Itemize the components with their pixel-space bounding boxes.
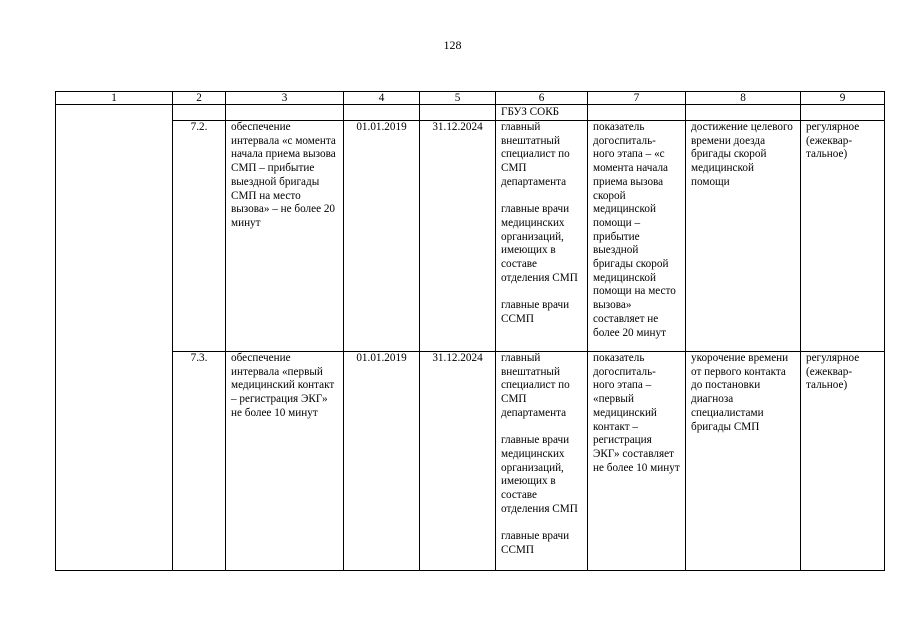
end-date-cell: 31.12.2024	[420, 352, 496, 571]
frequency-cell: регулярное (ежеквар- тальное)	[801, 352, 885, 571]
org-name-cell: ГБУЗ СОКБ	[496, 105, 588, 121]
header-cell-2: 2	[173, 92, 226, 105]
page-number: 128	[443, 38, 462, 52]
empty-cell	[173, 105, 226, 121]
end-date-cell: 31.12.2024	[420, 121, 496, 352]
start-date-cell: 01.01.2019	[344, 121, 420, 352]
activity-cell: обеспечение интервала «с момента начала приема вызова СМП – прибытие выездной бригады СМП на место вызова» – не более 20 минут	[226, 121, 344, 352]
empty-cell	[226, 105, 344, 121]
header-cell-6: 6	[496, 92, 588, 105]
result-cell: укорочение времени от первого контакта до постановки диагноза специалистами бригады СМП	[686, 352, 801, 571]
table-row	[56, 121, 885, 352]
header-cell-9: 9	[801, 92, 885, 105]
header-cell-4: 4	[344, 92, 420, 105]
header-cell-1: 1	[56, 92, 173, 105]
header-cell-5: 5	[420, 92, 496, 105]
empty-cell	[588, 105, 686, 121]
activity-cell: обеспечение интервала «первый медицинский контакт – регистрация ЭКГ» не более 10 минут	[226, 352, 344, 571]
item-number: 7.2.	[173, 121, 226, 352]
table-row	[56, 352, 885, 571]
result-cell: достижение целевого времени доезда бригады скорой медицинской помощи	[686, 121, 801, 352]
header-cell-7: 7	[588, 92, 686, 105]
item-number: 7.3.	[173, 352, 226, 571]
frequency-cell: регулярное (ежеквар- тальное)	[801, 121, 885, 352]
indicator-cell: показатель догоспиталь- ного этапа – «с момента начала приема вызова скорой медицинской помощи – прибытие выездной бригады скорой медицинской помощи на место вызова» составляет не более 20 минут	[588, 121, 686, 352]
responsible-cell: главный внештатный специалист по СМП департамента главные врачи медицинских организаций, имеющих в составе отделения СМП главные врачи ССМП	[496, 352, 588, 571]
empty-cell	[420, 105, 496, 121]
empty-cell	[344, 105, 420, 121]
empty-cell	[801, 105, 885, 121]
indicator-cell: показатель догоспиталь- ного этапа – «первый медицинский контакт – регистрация ЭКГ» составляет не более 10 минут	[588, 352, 686, 571]
section-cell	[56, 105, 173, 571]
header-cell-8: 8	[686, 92, 801, 105]
header-cell-3: 3	[226, 92, 344, 105]
org-row	[56, 105, 885, 121]
responsible-cell: главный внештатный специалист по СМП департамента главные врачи медицинских организаций, имеющих в составе отделения СМП главные врачи ССМП	[496, 121, 588, 352]
measures-table	[55, 91, 885, 571]
header-row	[56, 92, 885, 105]
start-date-cell: 01.01.2019	[344, 352, 420, 571]
empty-cell	[686, 105, 801, 121]
